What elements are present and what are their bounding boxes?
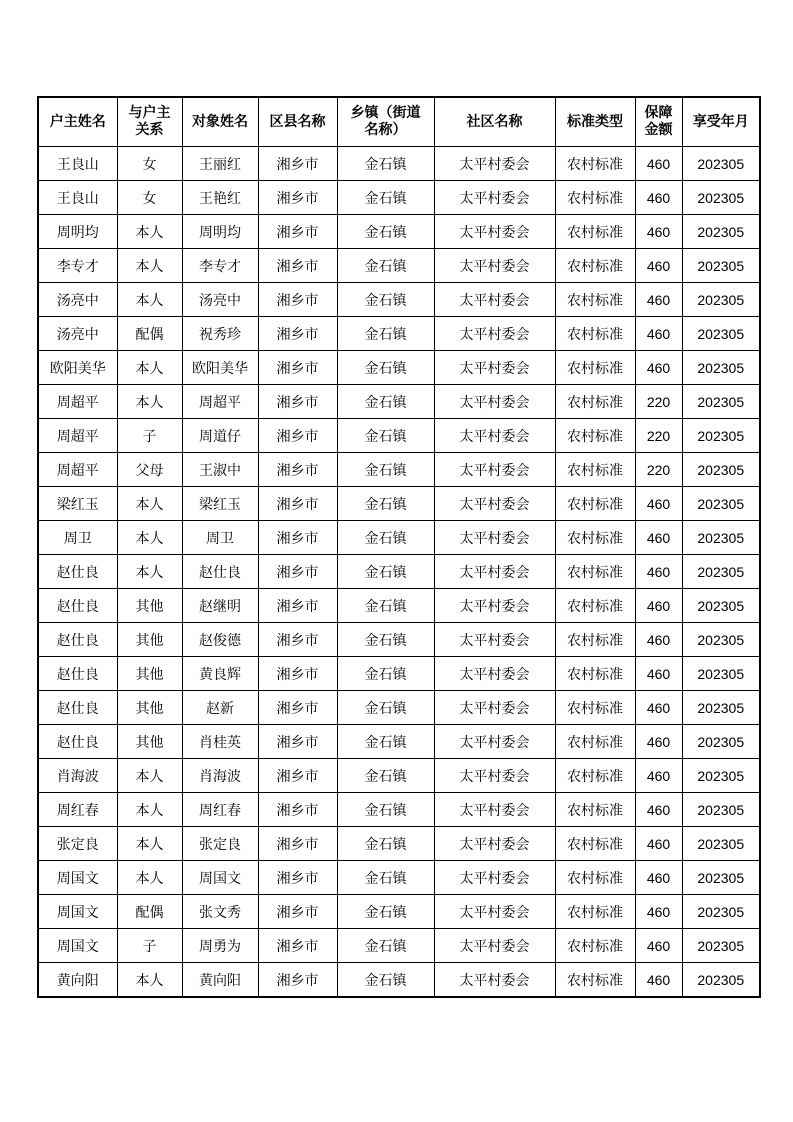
table-row bbox=[38, 895, 760, 929]
cell-community: 太平村委会 bbox=[434, 215, 555, 249]
cell-county: 湘乡市 bbox=[258, 351, 337, 385]
cell-township: 金石镇 bbox=[337, 555, 434, 589]
cell-county: 湘乡市 bbox=[258, 827, 337, 861]
cell-county: 湘乡市 bbox=[258, 283, 337, 317]
cell-subject-name: 周国文 bbox=[182, 861, 258, 895]
table-row bbox=[38, 249, 760, 283]
cell-household-head: 周明均 bbox=[38, 215, 117, 249]
cell-period: 202305 bbox=[682, 385, 760, 419]
table-row bbox=[38, 691, 760, 725]
cell-county: 湘乡市 bbox=[258, 419, 337, 453]
cell-township: 金石镇 bbox=[337, 827, 434, 861]
cell-period: 202305 bbox=[682, 555, 760, 589]
cell-relation: 本人 bbox=[117, 351, 182, 385]
cell-township: 金石镇 bbox=[337, 793, 434, 827]
table-row bbox=[38, 487, 760, 521]
cell-period: 202305 bbox=[682, 351, 760, 385]
table-row bbox=[38, 623, 760, 657]
cell-community: 太平村委会 bbox=[434, 181, 555, 215]
cell-township: 金石镇 bbox=[337, 759, 434, 793]
cell-household-head: 周超平 bbox=[38, 385, 117, 419]
cell-community: 太平村委会 bbox=[434, 419, 555, 453]
cell-relation: 本人 bbox=[117, 283, 182, 317]
cell-standard-type: 农村标准 bbox=[555, 657, 635, 691]
cell-subject-name: 赵仕良 bbox=[182, 555, 258, 589]
table-row bbox=[38, 657, 760, 691]
cell-relation: 父母 bbox=[117, 453, 182, 487]
cell-county: 湘乡市 bbox=[258, 657, 337, 691]
cell-period: 202305 bbox=[682, 317, 760, 351]
cell-subject-name: 赵新 bbox=[182, 691, 258, 725]
cell-subject-name: 黄向阳 bbox=[182, 963, 258, 998]
cell-household-head: 肖海波 bbox=[38, 759, 117, 793]
table-row bbox=[38, 725, 760, 759]
assistance-roster-table bbox=[37, 96, 761, 998]
cell-period: 202305 bbox=[682, 147, 760, 181]
cell-subject-name: 王丽红 bbox=[182, 147, 258, 181]
cell-household-head: 周超平 bbox=[38, 419, 117, 453]
table-row bbox=[38, 283, 760, 317]
cell-township: 金石镇 bbox=[337, 725, 434, 759]
cell-period: 202305 bbox=[682, 487, 760, 521]
cell-community: 太平村委会 bbox=[434, 793, 555, 827]
cell-amount: 460 bbox=[635, 555, 682, 589]
cell-period: 202305 bbox=[682, 283, 760, 317]
cell-township: 金石镇 bbox=[337, 317, 434, 351]
cell-household-head: 黄向阳 bbox=[38, 963, 117, 998]
cell-community: 太平村委会 bbox=[434, 351, 555, 385]
cell-relation: 本人 bbox=[117, 555, 182, 589]
cell-subject-name: 王艳红 bbox=[182, 181, 258, 215]
cell-relation: 本人 bbox=[117, 759, 182, 793]
cell-county: 湘乡市 bbox=[258, 385, 337, 419]
cell-subject-name: 周明均 bbox=[182, 215, 258, 249]
cell-relation: 本人 bbox=[117, 385, 182, 419]
cell-period: 202305 bbox=[682, 691, 760, 725]
cell-township: 金石镇 bbox=[337, 657, 434, 691]
cell-county: 湘乡市 bbox=[258, 453, 337, 487]
cell-household-head: 张定良 bbox=[38, 827, 117, 861]
cell-community: 太平村委会 bbox=[434, 385, 555, 419]
cell-period: 202305 bbox=[682, 453, 760, 487]
table-row bbox=[38, 521, 760, 555]
cell-relation: 女 bbox=[117, 181, 182, 215]
cell-standard-type: 农村标准 bbox=[555, 385, 635, 419]
cell-county: 湘乡市 bbox=[258, 147, 337, 181]
cell-subject-name: 黄良辉 bbox=[182, 657, 258, 691]
cell-county: 湘乡市 bbox=[258, 861, 337, 895]
header-standard-type: 标准类型 bbox=[555, 97, 635, 147]
cell-subject-name: 赵俊德 bbox=[182, 623, 258, 657]
cell-standard-type: 农村标准 bbox=[555, 827, 635, 861]
cell-period: 202305 bbox=[682, 419, 760, 453]
table-row bbox=[38, 759, 760, 793]
cell-township: 金石镇 bbox=[337, 351, 434, 385]
table-row bbox=[38, 963, 760, 998]
cell-county: 湘乡市 bbox=[258, 555, 337, 589]
cell-standard-type: 农村标准 bbox=[555, 691, 635, 725]
cell-relation: 配偶 bbox=[117, 317, 182, 351]
cell-amount: 460 bbox=[635, 793, 682, 827]
cell-standard-type: 农村标准 bbox=[555, 895, 635, 929]
cell-county: 湘乡市 bbox=[258, 793, 337, 827]
cell-period: 202305 bbox=[682, 215, 760, 249]
cell-county: 湘乡市 bbox=[258, 929, 337, 963]
cell-subject-name: 张定良 bbox=[182, 827, 258, 861]
cell-standard-type: 农村标准 bbox=[555, 929, 635, 963]
cell-subject-name: 汤亮中 bbox=[182, 283, 258, 317]
cell-township: 金石镇 bbox=[337, 895, 434, 929]
cell-household-head: 周国文 bbox=[38, 895, 117, 929]
cell-community: 太平村委会 bbox=[434, 453, 555, 487]
cell-relation: 其他 bbox=[117, 691, 182, 725]
cell-period: 202305 bbox=[682, 895, 760, 929]
cell-relation: 本人 bbox=[117, 827, 182, 861]
cell-community: 太平村委会 bbox=[434, 487, 555, 521]
cell-subject-name: 肖海波 bbox=[182, 759, 258, 793]
cell-standard-type: 农村标准 bbox=[555, 147, 635, 181]
cell-amount: 460 bbox=[635, 827, 682, 861]
cell-county: 湘乡市 bbox=[258, 521, 337, 555]
cell-county: 湘乡市 bbox=[258, 963, 337, 998]
cell-township: 金石镇 bbox=[337, 691, 434, 725]
cell-amount: 460 bbox=[635, 963, 682, 998]
cell-community: 太平村委会 bbox=[434, 623, 555, 657]
cell-relation: 子 bbox=[117, 929, 182, 963]
cell-amount: 220 bbox=[635, 385, 682, 419]
cell-household-head: 李专才 bbox=[38, 249, 117, 283]
header-subject-name: 对象姓名 bbox=[182, 97, 258, 147]
cell-community: 太平村委会 bbox=[434, 963, 555, 998]
cell-county: 湘乡市 bbox=[258, 895, 337, 929]
cell-township: 金石镇 bbox=[337, 283, 434, 317]
cell-subject-name: 李专才 bbox=[182, 249, 258, 283]
cell-township: 金石镇 bbox=[337, 453, 434, 487]
table-header-row bbox=[38, 97, 760, 147]
cell-subject-name: 周超平 bbox=[182, 385, 258, 419]
cell-household-head: 周国文 bbox=[38, 861, 117, 895]
table-row bbox=[38, 861, 760, 895]
cell-standard-type: 农村标准 bbox=[555, 725, 635, 759]
cell-township: 金石镇 bbox=[337, 249, 434, 283]
cell-household-head: 汤亮中 bbox=[38, 283, 117, 317]
header-relation: 与户主关系 bbox=[117, 97, 182, 147]
cell-relation: 其他 bbox=[117, 725, 182, 759]
cell-community: 太平村委会 bbox=[434, 929, 555, 963]
table-row bbox=[38, 453, 760, 487]
cell-community: 太平村委会 bbox=[434, 895, 555, 929]
cell-relation: 本人 bbox=[117, 249, 182, 283]
cell-amount: 220 bbox=[635, 453, 682, 487]
cell-township: 金石镇 bbox=[337, 147, 434, 181]
cell-household-head: 赵仕良 bbox=[38, 555, 117, 589]
cell-period: 202305 bbox=[682, 521, 760, 555]
cell-standard-type: 农村标准 bbox=[555, 419, 635, 453]
cell-community: 太平村委会 bbox=[434, 283, 555, 317]
cell-standard-type: 农村标准 bbox=[555, 861, 635, 895]
header-period: 享受年月 bbox=[682, 97, 760, 147]
cell-amount: 460 bbox=[635, 249, 682, 283]
cell-relation: 本人 bbox=[117, 487, 182, 521]
cell-community: 太平村委会 bbox=[434, 249, 555, 283]
table-row bbox=[38, 419, 760, 453]
table-row bbox=[38, 317, 760, 351]
cell-subject-name: 赵继明 bbox=[182, 589, 258, 623]
cell-community: 太平村委会 bbox=[434, 827, 555, 861]
cell-relation: 配偶 bbox=[117, 895, 182, 929]
cell-community: 太平村委会 bbox=[434, 725, 555, 759]
cell-amount: 460 bbox=[635, 895, 682, 929]
cell-period: 202305 bbox=[682, 623, 760, 657]
table-row bbox=[38, 827, 760, 861]
cell-community: 太平村委会 bbox=[434, 521, 555, 555]
cell-household-head: 周超平 bbox=[38, 453, 117, 487]
cell-household-head: 周红春 bbox=[38, 793, 117, 827]
cell-relation: 本人 bbox=[117, 963, 182, 998]
cell-household-head: 王良山 bbox=[38, 147, 117, 181]
cell-amount: 460 bbox=[635, 725, 682, 759]
header-amount: 保障金额 bbox=[635, 97, 682, 147]
cell-township: 金石镇 bbox=[337, 385, 434, 419]
cell-household-head: 周卫 bbox=[38, 521, 117, 555]
cell-household-head: 赵仕良 bbox=[38, 657, 117, 691]
cell-subject-name: 肖桂英 bbox=[182, 725, 258, 759]
cell-community: 太平村委会 bbox=[434, 317, 555, 351]
cell-subject-name: 王淑中 bbox=[182, 453, 258, 487]
cell-township: 金石镇 bbox=[337, 487, 434, 521]
header-township: 乡镇（街道名称） bbox=[337, 97, 434, 147]
cell-period: 202305 bbox=[682, 181, 760, 215]
cell-county: 湘乡市 bbox=[258, 589, 337, 623]
cell-standard-type: 农村标准 bbox=[555, 351, 635, 385]
cell-household-head: 欧阳美华 bbox=[38, 351, 117, 385]
table-row bbox=[38, 589, 760, 623]
cell-township: 金石镇 bbox=[337, 929, 434, 963]
cell-standard-type: 农村标准 bbox=[555, 623, 635, 657]
cell-relation: 本人 bbox=[117, 521, 182, 555]
cell-amount: 460 bbox=[635, 623, 682, 657]
cell-period: 202305 bbox=[682, 929, 760, 963]
cell-community: 太平村委会 bbox=[434, 657, 555, 691]
cell-township: 金石镇 bbox=[337, 623, 434, 657]
cell-amount: 220 bbox=[635, 419, 682, 453]
cell-amount: 460 bbox=[635, 521, 682, 555]
cell-standard-type: 农村标准 bbox=[555, 453, 635, 487]
cell-period: 202305 bbox=[682, 657, 760, 691]
cell-household-head: 王良山 bbox=[38, 181, 117, 215]
cell-county: 湘乡市 bbox=[258, 759, 337, 793]
cell-standard-type: 农村标准 bbox=[555, 521, 635, 555]
cell-community: 太平村委会 bbox=[434, 147, 555, 181]
cell-township: 金石镇 bbox=[337, 181, 434, 215]
cell-relation: 其他 bbox=[117, 589, 182, 623]
table-row bbox=[38, 147, 760, 181]
cell-household-head: 赵仕良 bbox=[38, 589, 117, 623]
cell-township: 金石镇 bbox=[337, 861, 434, 895]
cell-community: 太平村委会 bbox=[434, 759, 555, 793]
cell-relation: 女 bbox=[117, 147, 182, 181]
cell-community: 太平村委会 bbox=[434, 691, 555, 725]
cell-relation: 子 bbox=[117, 419, 182, 453]
cell-county: 湘乡市 bbox=[258, 691, 337, 725]
cell-amount: 460 bbox=[635, 657, 682, 691]
cell-relation: 本人 bbox=[117, 861, 182, 895]
cell-period: 202305 bbox=[682, 963, 760, 998]
cell-township: 金石镇 bbox=[337, 589, 434, 623]
cell-standard-type: 农村标准 bbox=[555, 555, 635, 589]
cell-county: 湘乡市 bbox=[258, 215, 337, 249]
cell-period: 202305 bbox=[682, 861, 760, 895]
cell-amount: 460 bbox=[635, 317, 682, 351]
cell-subject-name: 周道仔 bbox=[182, 419, 258, 453]
table-row bbox=[38, 385, 760, 419]
cell-standard-type: 农村标准 bbox=[555, 589, 635, 623]
cell-community: 太平村委会 bbox=[434, 861, 555, 895]
cell-period: 202305 bbox=[682, 793, 760, 827]
cell-county: 湘乡市 bbox=[258, 249, 337, 283]
table-row bbox=[38, 181, 760, 215]
cell-period: 202305 bbox=[682, 249, 760, 283]
cell-standard-type: 农村标准 bbox=[555, 249, 635, 283]
table-row bbox=[38, 555, 760, 589]
cell-period: 202305 bbox=[682, 725, 760, 759]
cell-relation: 其他 bbox=[117, 623, 182, 657]
cell-standard-type: 农村标准 bbox=[555, 215, 635, 249]
cell-amount: 460 bbox=[635, 487, 682, 521]
cell-county: 湘乡市 bbox=[258, 725, 337, 759]
cell-amount: 460 bbox=[635, 861, 682, 895]
cell-township: 金石镇 bbox=[337, 963, 434, 998]
table-body bbox=[38, 147, 760, 998]
cell-standard-type: 农村标准 bbox=[555, 181, 635, 215]
cell-standard-type: 农村标准 bbox=[555, 283, 635, 317]
cell-relation: 其他 bbox=[117, 657, 182, 691]
cell-subject-name: 祝秀珍 bbox=[182, 317, 258, 351]
header-county: 区县名称 bbox=[258, 97, 337, 147]
cell-community: 太平村委会 bbox=[434, 589, 555, 623]
cell-relation: 本人 bbox=[117, 215, 182, 249]
cell-period: 202305 bbox=[682, 589, 760, 623]
cell-amount: 460 bbox=[635, 589, 682, 623]
table-row bbox=[38, 351, 760, 385]
cell-household-head: 赵仕良 bbox=[38, 623, 117, 657]
cell-county: 湘乡市 bbox=[258, 317, 337, 351]
cell-subject-name: 周红春 bbox=[182, 793, 258, 827]
cell-county: 湘乡市 bbox=[258, 623, 337, 657]
cell-standard-type: 农村标准 bbox=[555, 759, 635, 793]
cell-amount: 460 bbox=[635, 759, 682, 793]
cell-subject-name: 欧阳美华 bbox=[182, 351, 258, 385]
cell-amount: 460 bbox=[635, 691, 682, 725]
cell-township: 金石镇 bbox=[337, 215, 434, 249]
cell-amount: 460 bbox=[635, 181, 682, 215]
cell-subject-name: 梁红玉 bbox=[182, 487, 258, 521]
cell-community: 太平村委会 bbox=[434, 555, 555, 589]
cell-standard-type: 农村标准 bbox=[555, 317, 635, 351]
cell-amount: 460 bbox=[635, 283, 682, 317]
cell-household-head: 汤亮中 bbox=[38, 317, 117, 351]
cell-subject-name: 周勇为 bbox=[182, 929, 258, 963]
cell-household-head: 周国文 bbox=[38, 929, 117, 963]
header-household-head: 户主姓名 bbox=[38, 97, 117, 147]
cell-township: 金石镇 bbox=[337, 521, 434, 555]
cell-township: 金石镇 bbox=[337, 419, 434, 453]
cell-household-head: 赵仕良 bbox=[38, 725, 117, 759]
cell-standard-type: 农村标准 bbox=[555, 487, 635, 521]
cell-household-head: 梁红玉 bbox=[38, 487, 117, 521]
cell-subject-name: 张文秀 bbox=[182, 895, 258, 929]
cell-relation: 本人 bbox=[117, 793, 182, 827]
cell-period: 202305 bbox=[682, 827, 760, 861]
cell-standard-type: 农村标准 bbox=[555, 963, 635, 998]
table-row bbox=[38, 793, 760, 827]
table-row bbox=[38, 929, 760, 963]
table-row bbox=[38, 215, 760, 249]
cell-amount: 460 bbox=[635, 147, 682, 181]
cell-county: 湘乡市 bbox=[258, 487, 337, 521]
cell-amount: 460 bbox=[635, 351, 682, 385]
cell-period: 202305 bbox=[682, 759, 760, 793]
cell-amount: 460 bbox=[635, 929, 682, 963]
cell-standard-type: 农村标准 bbox=[555, 793, 635, 827]
header-community: 社区名称 bbox=[434, 97, 555, 147]
cell-county: 湘乡市 bbox=[258, 181, 337, 215]
cell-amount: 460 bbox=[635, 215, 682, 249]
cell-subject-name: 周卫 bbox=[182, 521, 258, 555]
cell-household-head: 赵仕良 bbox=[38, 691, 117, 725]
